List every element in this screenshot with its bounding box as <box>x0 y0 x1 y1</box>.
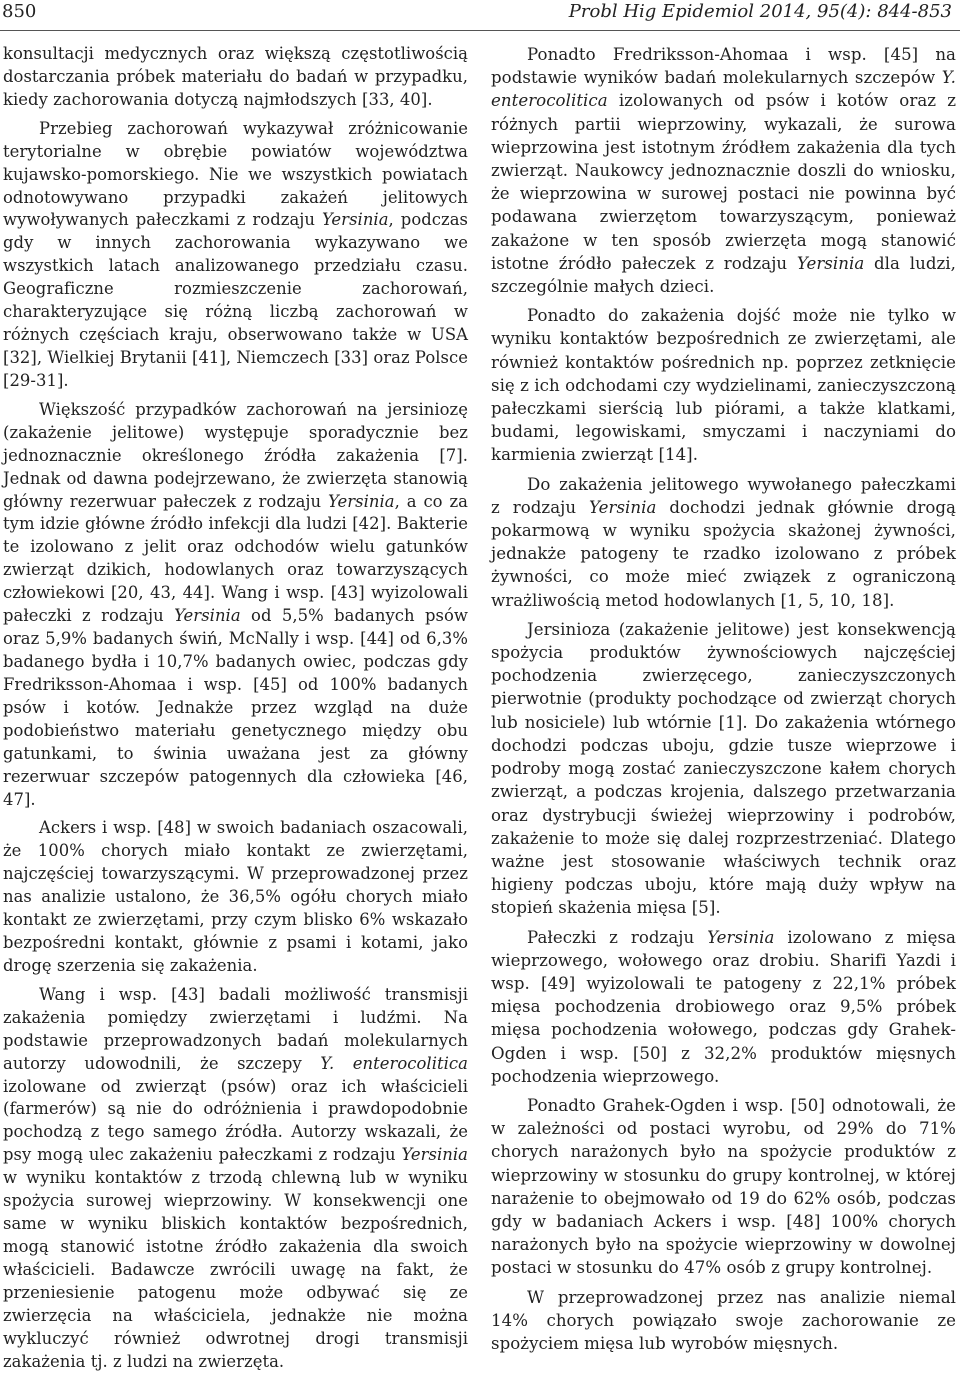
paragraph: Do zakażenia jelitowego wywołanego pałeczkami z rodzaju Yersinia dochodzi jednak głównie drogą pokarmową w wyniku spożycia skażonej żywności, jednakże patogeny te rzadko izolowano z próbek żywności, co może mieć związek z ograniczoną wrażliwością metod hodowlanych [1, 5, 10, 18]. <box>491 474 956 610</box>
taxon-name: Y. enterocolitica <box>491 68 956 111</box>
taxon-name: Yersinia <box>796 253 865 273</box>
paragraph: Większość przypadków zachorowań na jersiniozę (zakażenie jelitowe) występuje sporadycznie bez jednoznacznie określonego źródła zakażenia [7]. Jednak od dawna podejrzewano, że zwierzęta stanowią główny rezerwuar pałeczek z rodzaju Yersinia, a co za tym idzie główne źródło infekcji dla ludzi [42]. Bakterie te izolowano z jelit oraz odchodów wielu gatunków zwierząt dzikich, hodowlanych oraz towarzyszących człowiekowi [20, 43, 44]. Wang i wsp. [43] wyizolowali pałeczki z rodzaju Yersinia od 5,5% badanych psów oraz 5,9% badanych świń, McNally i wsp. [44] od 6,3% badanego bydła i 10,7% badanych owiec, podczas gdy Fredriksson-Ahomaa i wsp. [45] od 100% badanych psów i kotów. Jednakże przez wzgląd na duże podobieństwo materiału genetycznego między obu gatunkami, to świnia uważana jest za główny rezerwuar szczepów patogennych dla człowieka [46, 47]. <box>3 399 468 809</box>
taxon-name: Y. enterocolitica <box>320 1053 468 1073</box>
paragraph: Przebieg zachorowań wykazywał zróżnicowanie terytorialne w obrębie powiatów województwa kujawsko-pomorskiego. Nie we wszystkich powiatach odnotowywano przypadki zakażeń jelitowych wywoływanych pałeczkami z rodzaju Yersinia, podczas gdy w innych zachorowania wykazywano we wszystkich latach analizowanego przedziału czasu. Geograficzne rozmieszczenie zachorowań, charakteryzujące się różną liczbą zachorowań w różnych częściach kraju, obserwowano także w USA [32], Wielkiej Brytanii [41], Niemczech [33] oraz Polsce [29-31]. <box>3 118 468 390</box>
journal-citation: Probl Hig Epidemiol 2014, 95(4): 844-853 <box>568 1 952 22</box>
header-divider <box>0 30 960 31</box>
taxon-name: Yersinia <box>589 497 657 517</box>
paragraph: Jersinioza (zakażenie jelitowe) jest konsekwencją spożycia produktów żywnościowych najczęściej pochodzenia zwierzęcego, zanieczyszczonych pierwotnie (produkty pochodzące od zwierząt chorych lub nosiciele) lub wtórnie [1]. Do zakażenia wtórnego dochodzi podczas uboju, gdzie tusze wieprzowe i podroby mogą zostać zanieczyszczone kałem chorych zwierząt, a podczas krojenia, dalszego przetwarzania oraz dystrybucji świeżej wieprzowiny i podrobów, zakażenie to może się dalej rozprzestrzeniać. Dlatego ważne jest stosowanie właściwych technik oraz higieny podczas uboju, które mają duży wpływ na stopień skażenia mięsa [5]. <box>491 619 956 918</box>
taxon-name: Yersinia <box>174 606 241 626</box>
paragraph: Ponadto Grahek-Ogden i wsp. [50] odnotowali, że w zależności od postaci wyrobu, od 29% do 71% chorych narażonych było na spożycie produktów z wieprzowiny w stosunku do grupy kontrolnej, w której narażenie to obejmowało od 19 do 62% osób, podczas gdy w badaniach Ackers i wsp. [48] 100% chorych narażonych było na spożycie wieprzowiny w dowolnej postaci w stosunku do 47% osób z grupy kontrolnej. <box>491 1095 956 1278</box>
page-number: 850 <box>2 1 37 22</box>
paragraph: konsultacji medycznych oraz większą częstotliwością dostarczania próbek materiału do badań w przypadku, kiedy zachorowania dotyczą najmłodszych [33, 40]. <box>3 44 468 109</box>
paragraph: Ponadto do zakażenia dojść może nie tylko w wyniku kontaktów bezpośrednich ze zwierzętami, ale również kontaktów pośrednich np. poprzez zetknięcie się z ich odchodami czy wydzielinami, zanieczyszczoną pałeczkami sierścią lub piórami, a także klatkami, budami, legowiskami, smyczami i naczyniami do karmienia zwierząt [14]. <box>491 306 956 465</box>
right-column <box>491 43 956 1361</box>
taxon-name: Yersinia <box>328 491 395 511</box>
paragraph: Wang i wsp. [43] badali możliwość transmisji zakażenia pomiędzy zwierzętami i ludźmi. Na podstawie przeprowadzonych badań molekularnych autorzy udowodnili, że szczepy Y. enterocolitica izolowane od zwierząt (psów) oraz ich właścicieli (farmerów) są nie do odróżnienia i prawdopodobnie pochodzą z tego samego źródła. Autorzy wskazali, że psy mogą ulec zakażeniu pałeczkami z rodzaju Yersinia w wyniku kontaktów z trzodą chlewną lub w wyniku spożycia surowej wieprzowiny. W konsekwencji one same w wyniku bliskich kontaktów bezpośrednich, mogą stanowić istotne źródło zakażenia dla swoich właścicieli. Badawcze zwrócili uwagę na fakt, że przeniesienie patogenu może odbywać się ze zwierzęcia na właściciela, jednakże nie można wykluczyć również odwrotnej drogi transmisji zakażenia tj. z ludzi na zwierzęta. <box>3 984 468 1371</box>
taxon-name: Yersinia <box>401 1145 468 1165</box>
taxon-name: Yersinia <box>321 210 389 230</box>
left-column <box>3 43 468 1380</box>
paragraph: W przeprowadzonej przez nas analizie niemal 14% chorych powiązało swoje zachorowanie ze spożyciem mięsa lub wyrobów mięsnych. <box>491 1287 956 1353</box>
paragraph: Ackers i wsp. [48] w swoich badaniach oszacowali, że 100% chorych miało kontakt ze zwierzętami, najczęściej towarzyszącymi. W przeprowadzonej przez nas analizie ustalono, że 36,5% ogółu chorych miało kontakt ze zwierzętami, przy czym blisko 6% wskazało bezpośredni kontakt, głównie z psami i kotami, jako drogę szerzenia się zakażenia. <box>3 818 468 975</box>
running-header <box>0 0 960 26</box>
paragraph: Ponadto Fredriksson-Ahomaa i wsp. [45] na podstawie wyników badań molekularnych szczepów Y. enterocolitica izolowanych od psów i kotów oraz z różnych partii wieprzowiny, wykazali, że surowa wieprzowina jest istotnym źródłem zakażenia dla tych zwierząt. Naukowcy jednoznacznie doszli do wniosku, że wieprzowina w surowej postaci nie powinna być podawana zwierzętom towarzyszącym, ponieważ zakażone w ten sposób zwierzęta mogą stanowić istotne źródło pałeczek z rodzaju Yersinia dla ludzi, szczególnie małych dzieci. <box>491 45 956 297</box>
taxon-name: Yersinia <box>707 927 775 947</box>
paragraph: Pałeczki z rodzaju Yersinia izolowano z mięsa wieprzowego, wołowego oraz drobiu. Sharifi Yazdi i wsp. [49] wyizolowali te patogeny z 22,1% próbek mięsa pochodzenia drobiowego oraz 9,5% próbek mięsa pochodzenia wołowego, podczas gdy Grahek-Ogden i wsp. [50] z 32,2% produktów mięsnych pochodzenia wieprzowego. <box>491 927 956 1086</box>
